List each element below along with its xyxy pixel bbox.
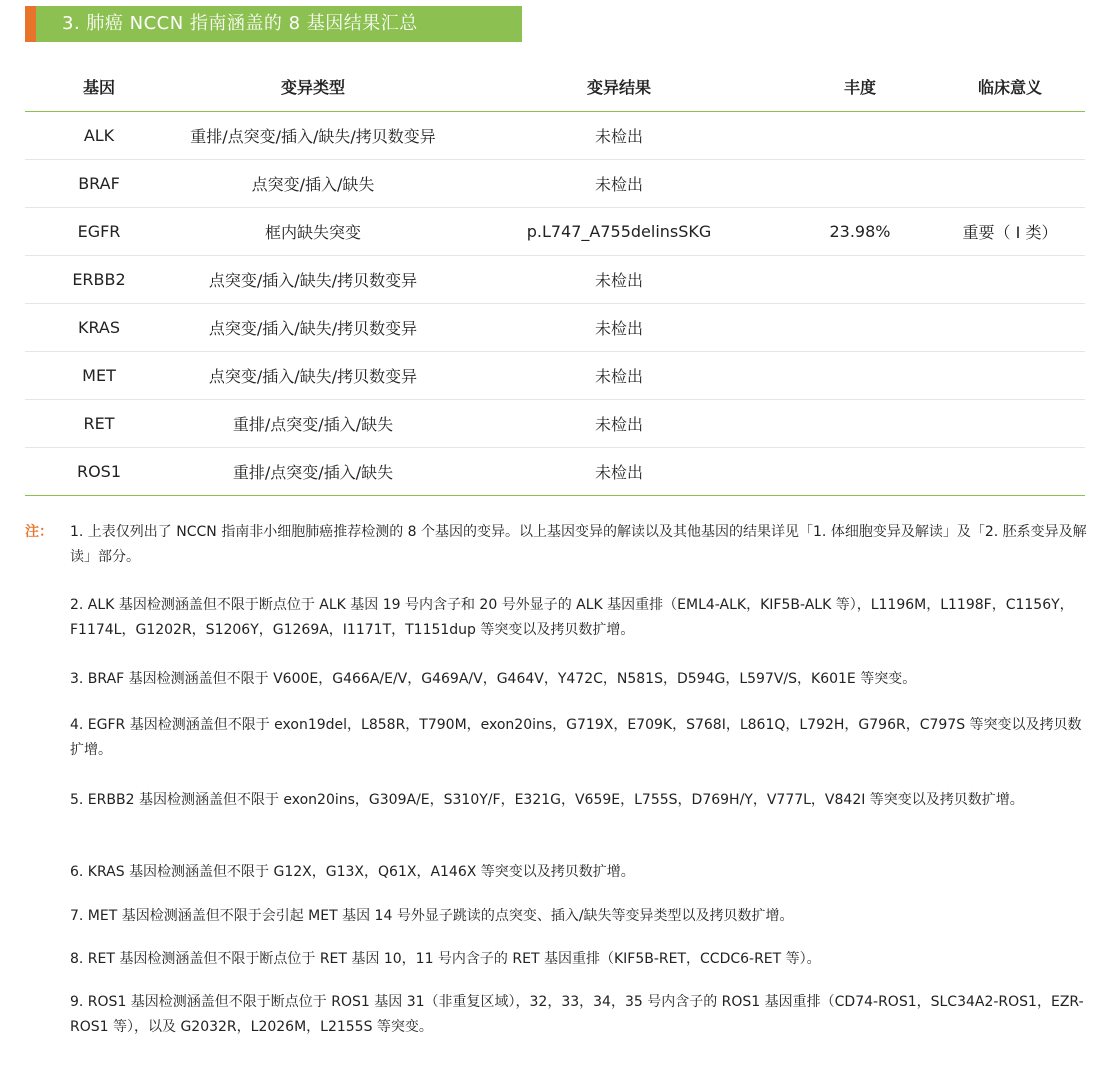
section-title: 3. 肺癌 NCCN 指南涵盖的 8 基因结果汇总 [25,6,522,42]
column-header-gene: 基因 [25,62,173,112]
cell-clinical-significance [935,256,1085,304]
note-item: 9. ROS1 基因检测涵盖但不限于断点位于 ROS1 基因 31（非重复区域），32，33，34，35 号内含子的 ROS1 基因重排（CD74-ROS1，SLC34A2-ROS1，EZR-ROS1 等），以及 G2032R，L2026M，L2155S 等突变。 [70,994,1084,1035]
cell-variant-result: p.L747_A755delinsSKG [453,208,785,256]
column-header-clinical-significance: 临床意义 [935,62,1085,112]
cell-abundance [785,400,935,448]
cell-variant-result: 未检出 [453,304,785,352]
table-header-row [25,62,1085,112]
table-row [25,400,1085,448]
cell-abundance [785,304,935,352]
note-item: 5. ERBB2 基因检测涵盖但不限于 exon20ins，G309A/E，S310Y/F，E321G，V659E，L755S，D769H/Y，V777L，V842I 等突变以及拷贝数扩增。 [70,792,1024,808]
cell-variant-type: 点突变/插入/缺失 [173,160,453,208]
table-row [25,256,1085,304]
cell-gene: KRAS [25,304,173,352]
column-header-variant-type: 变异类型 [173,62,453,112]
cell-variant-type: 点突变/插入/缺失/拷贝数变异 [173,304,453,352]
cell-variant-result: 未检出 [453,160,785,208]
note-item: 3. BRAF 基因检测涵盖但不限于 V600E，G466A/E/V，G469A/V，G464V，Y472C，N581S，D594G，L597V/S，K601E 等突变。 [70,671,917,687]
cell-variant-type: 点突变/插入/缺失/拷贝数变异 [173,352,453,400]
cell-variant-result: 未检出 [453,448,785,496]
table-row [25,352,1085,400]
cell-gene: ALK [25,112,173,160]
cell-variant-result: 未检出 [453,256,785,304]
cell-clinical-significance: 重要（ I 类） [935,208,1085,256]
table-row [25,112,1085,160]
cell-variant-type: 点突变/插入/缺失/拷贝数变异 [173,256,453,304]
cell-variant-type: 重排/点突变/插入/缺失 [173,448,453,496]
cell-variant-type: 重排/点突变/插入/缺失 [173,400,453,448]
table-row [25,208,1085,256]
cell-variant-result: 未检出 [453,400,785,448]
cell-abundance [785,352,935,400]
cell-variant-result: 未检出 [453,112,785,160]
note-item: 1. 上表仅列出了 NCCN 指南非小细胞肺癌推荐检测的 8 个基因的变异。以上基因变异的解读以及其他基因的结果详见「1. 体细胞变异及解读」及「2. 胚系变异及解读」部分。 [70,524,1087,565]
note-item: 2. ALK 基因检测涵盖但不限于断点位于 ALK 基因 19 号内含子和 20 号外显子的 ALK 基因重排（EML4-ALK，KIF5B-ALK 等），L1196M，L1198F，C1156Y，F1174L，G1202R，S1206Y，G1269A，I1171T，T1151dup 等突变以及拷贝数扩增。 [70,597,1074,638]
cell-clinical-significance [935,400,1085,448]
gene-results-table-container [25,62,1085,496]
note-item: 8. RET 基因检测涵盖但不限于断点位于 RET 基因 10，11 号内含子的 RET 基因重排（KIF5B-RET，CCDC6-RET 等）。 [70,951,821,967]
cell-abundance [785,448,935,496]
table-row [25,304,1085,352]
cell-gene: RET [25,400,173,448]
cell-gene: ERBB2 [25,256,173,304]
gene-results-table [25,62,1085,496]
column-header-abundance: 丰度 [785,62,935,112]
cell-gene: EGFR [25,208,173,256]
notes-prefix: 注： [25,524,53,540]
table-row [25,160,1085,208]
cell-gene: BRAF [25,160,173,208]
cell-variant-type: 框内缺失突变 [173,208,453,256]
cell-gene: ROS1 [25,448,173,496]
cell-abundance [785,256,935,304]
cell-clinical-significance [935,304,1085,352]
cell-variant-type: 重排/点突变/插入/缺失/拷贝数变异 [173,112,453,160]
cell-abundance: 23.98% [785,208,935,256]
cell-abundance [785,112,935,160]
cell-clinical-significance [935,352,1085,400]
cell-clinical-significance [935,160,1085,208]
note-item: 4. EGFR 基因检测涵盖但不限于 exon19del，L858R，T790M，exon20ins，G719X，E709K，S768I，L861Q，L792H，G796R，C797S 等突变以及拷贝数扩增。 [70,717,1082,758]
cell-abundance [785,160,935,208]
table-row [25,448,1085,496]
cell-variant-result: 未检出 [453,352,785,400]
cell-gene: MET [25,352,173,400]
note-item: 6. KRAS 基因检测涵盖但不限于 G12X，G13X，Q61X，A146X 等突变以及拷贝数扩增。 [70,864,635,880]
column-header-variant-result: 变异结果 [453,62,785,112]
cell-clinical-significance [935,448,1085,496]
note-item: 7. MET 基因检测涵盖但不限于会引起 MET 基因 14 号外显子跳读的点突变、插入/缺失等变异类型以及拷贝数扩增。 [70,908,794,924]
cell-clinical-significance [935,112,1085,160]
